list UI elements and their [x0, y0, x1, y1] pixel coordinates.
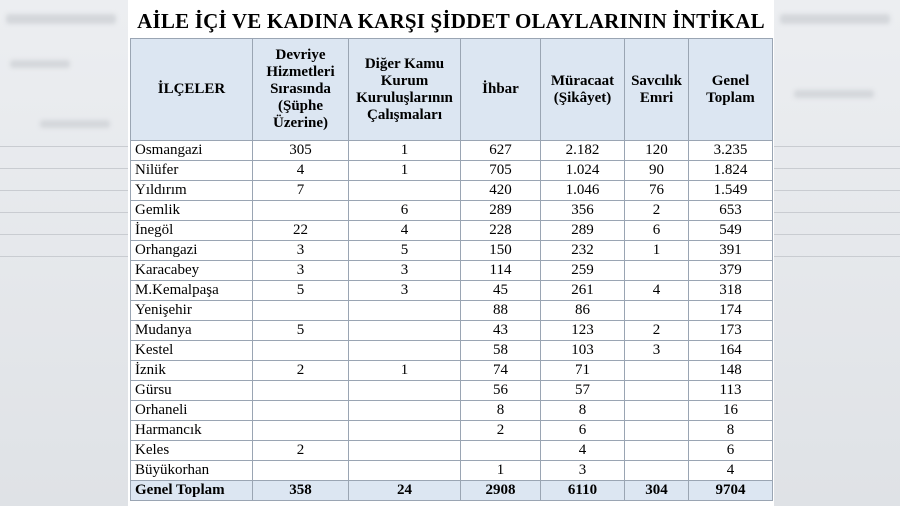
table-header-row [131, 39, 773, 141]
cell-agency [349, 301, 461, 321]
cell-report: 2 [461, 421, 541, 441]
cell-total: 549 [689, 221, 773, 241]
cell-patrol: 7 [253, 181, 349, 201]
cell-complaint: 356 [541, 201, 625, 221]
total-report: 2908 [461, 481, 541, 501]
cell-name: Yıldırım [131, 181, 253, 201]
cell-name: Kestel [131, 341, 253, 361]
cell-name: Yenişehir [131, 301, 253, 321]
cell-agency [349, 321, 461, 341]
cell-prosecutor: 90 [625, 161, 689, 181]
column-header-district: İLÇELER [131, 39, 253, 141]
column-header-patrol: Devriye Hizmetleri Sırasında (Şüphe Üzerine) [253, 39, 349, 141]
cell-patrol [253, 421, 349, 441]
cell-prosecutor [625, 361, 689, 381]
cell-total: 4 [689, 461, 773, 481]
cell-total: 174 [689, 301, 773, 321]
cell-prosecutor [625, 421, 689, 441]
cell-total: 113 [689, 381, 773, 401]
table-row [131, 321, 773, 341]
table-total-row [131, 481, 773, 501]
cell-complaint: 4 [541, 441, 625, 461]
cell-report: 1 [461, 461, 541, 481]
cell-name: Orhaneli [131, 401, 253, 421]
cell-report: 8 [461, 401, 541, 421]
page-title: AİLE İÇİ VE KADINA KARŞI ŞİDDET OLAYLARININ İNTİKAL [137, 9, 765, 33]
cell-name: Karacabey [131, 261, 253, 281]
cell-report: 705 [461, 161, 541, 181]
table-row [131, 461, 773, 481]
cell-patrol: 5 [253, 281, 349, 301]
cell-complaint: 2.182 [541, 141, 625, 161]
table-row [131, 221, 773, 241]
column-header-total: Genel Toplam [689, 39, 773, 141]
cell-patrol: 22 [253, 221, 349, 241]
cell-report: 88 [461, 301, 541, 321]
cell-agency [349, 441, 461, 461]
table-row [131, 241, 773, 261]
cell-report: 58 [461, 341, 541, 361]
table-row [131, 401, 773, 421]
cell-report: 114 [461, 261, 541, 281]
table-row [131, 441, 773, 461]
cell-complaint: 71 [541, 361, 625, 381]
cell-patrol: 5 [253, 321, 349, 341]
cell-name: Osmangazi [131, 141, 253, 161]
cell-agency: 3 [349, 261, 461, 281]
cell-agency: 1 [349, 361, 461, 381]
cell-report: 45 [461, 281, 541, 301]
cell-patrol [253, 461, 349, 481]
cell-report: 43 [461, 321, 541, 341]
cell-name: Keles [131, 441, 253, 461]
cell-prosecutor: 2 [625, 201, 689, 221]
cell-agency: 6 [349, 201, 461, 221]
total-prosecutor: 304 [625, 481, 689, 501]
cell-patrol: 3 [253, 241, 349, 261]
cell-prosecutor: 2 [625, 321, 689, 341]
cell-patrol [253, 381, 349, 401]
cell-patrol: 2 [253, 361, 349, 381]
cell-agency [349, 181, 461, 201]
cell-prosecutor [625, 441, 689, 461]
cell-complaint: 123 [541, 321, 625, 341]
cell-name: Nilüfer [131, 161, 253, 181]
cell-complaint: 3 [541, 461, 625, 481]
cell-prosecutor: 1 [625, 241, 689, 261]
table-row [131, 421, 773, 441]
cell-agency [349, 381, 461, 401]
cell-total: 173 [689, 321, 773, 341]
table-row [131, 201, 773, 221]
cell-name: Orhangazi [131, 241, 253, 261]
cell-prosecutor [625, 301, 689, 321]
cell-patrol [253, 201, 349, 221]
cell-complaint: 8 [541, 401, 625, 421]
cell-prosecutor: 120 [625, 141, 689, 161]
background-left [0, 0, 128, 506]
table-body [131, 141, 773, 481]
cell-report: 150 [461, 241, 541, 261]
cell-complaint: 289 [541, 221, 625, 241]
cell-report: 289 [461, 201, 541, 221]
cell-complaint: 103 [541, 341, 625, 361]
column-header-complaint: Müracaat (Şikâyet) [541, 39, 625, 141]
cell-total: 6 [689, 441, 773, 461]
cell-prosecutor: 4 [625, 281, 689, 301]
cell-agency: 5 [349, 241, 461, 261]
cell-agency [349, 421, 461, 441]
cell-complaint: 232 [541, 241, 625, 261]
cell-prosecutor [625, 381, 689, 401]
cell-total: 318 [689, 281, 773, 301]
cell-name: İznik [131, 361, 253, 381]
cell-prosecutor: 76 [625, 181, 689, 201]
cell-complaint: 57 [541, 381, 625, 401]
cell-total: 653 [689, 201, 773, 221]
cell-report [461, 441, 541, 461]
cell-patrol: 4 [253, 161, 349, 181]
cell-agency [349, 401, 461, 421]
cell-name: Büyükorhan [131, 461, 253, 481]
cell-complaint: 261 [541, 281, 625, 301]
cell-total: 3.235 [689, 141, 773, 161]
column-header-prosecutor: Savcılık Emri [625, 39, 689, 141]
cell-patrol [253, 401, 349, 421]
total-agency: 24 [349, 481, 461, 501]
background-right [774, 0, 900, 506]
cell-total: 379 [689, 261, 773, 281]
table-row [131, 301, 773, 321]
cell-name: Harmancık [131, 421, 253, 441]
total-complaint: 6110 [541, 481, 625, 501]
total-label: Genel Toplam [131, 481, 253, 501]
statistics-table [130, 38, 773, 501]
cell-name: M.Kemalpaşa [131, 281, 253, 301]
cell-report: 228 [461, 221, 541, 241]
cell-agency: 1 [349, 161, 461, 181]
column-header-agency: Diğer Kamu Kurum Kuruluşlarının Çalışmaları [349, 39, 461, 141]
cell-total: 8 [689, 421, 773, 441]
cell-report: 56 [461, 381, 541, 401]
cell-agency [349, 341, 461, 361]
table-row [131, 281, 773, 301]
cell-patrol: 2 [253, 441, 349, 461]
table-row [131, 261, 773, 281]
cell-total: 1.824 [689, 161, 773, 181]
cell-report: 627 [461, 141, 541, 161]
cell-prosecutor [625, 261, 689, 281]
cell-agency: 4 [349, 221, 461, 241]
table-row [131, 381, 773, 401]
cell-patrol [253, 341, 349, 361]
cell-name: Gemlik [131, 201, 253, 221]
cell-agency: 1 [349, 141, 461, 161]
total-patrol: 358 [253, 481, 349, 501]
cell-complaint: 1.046 [541, 181, 625, 201]
column-header-report: İhbar [461, 39, 541, 141]
table-row [131, 161, 773, 181]
cell-patrol: 305 [253, 141, 349, 161]
cell-total: 16 [689, 401, 773, 421]
cell-agency: 3 [349, 281, 461, 301]
cell-total: 164 [689, 341, 773, 361]
cell-name: Gürsu [131, 381, 253, 401]
cell-complaint: 259 [541, 261, 625, 281]
cell-prosecutor: 6 [625, 221, 689, 241]
cell-name: İnegöl [131, 221, 253, 241]
cell-total: 391 [689, 241, 773, 261]
total-grand: 9704 [689, 481, 773, 501]
cell-prosecutor: 3 [625, 341, 689, 361]
cell-patrol [253, 301, 349, 321]
table-row [131, 181, 773, 201]
cell-report: 420 [461, 181, 541, 201]
cell-agency [349, 461, 461, 481]
cell-complaint: 6 [541, 421, 625, 441]
cell-prosecutor [625, 461, 689, 481]
cell-total: 148 [689, 361, 773, 381]
cell-report: 74 [461, 361, 541, 381]
cell-total: 1.549 [689, 181, 773, 201]
table-row [131, 141, 773, 161]
cell-prosecutor [625, 401, 689, 421]
table-row [131, 361, 773, 381]
cell-complaint: 1.024 [541, 161, 625, 181]
document-page [128, 0, 774, 506]
table-row [131, 341, 773, 361]
cell-complaint: 86 [541, 301, 625, 321]
cell-patrol: 3 [253, 261, 349, 281]
cell-name: Mudanya [131, 321, 253, 341]
